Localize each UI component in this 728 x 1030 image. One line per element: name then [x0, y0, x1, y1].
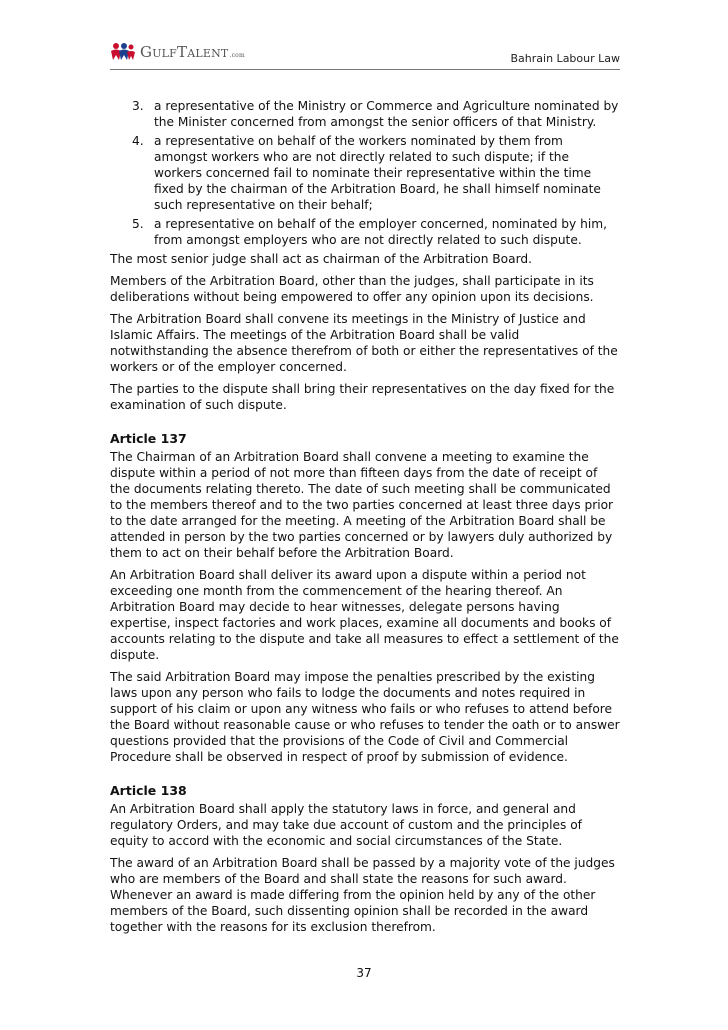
article-137-heading: Article 137	[110, 431, 187, 446]
article-138-heading: Article 138	[110, 783, 187, 798]
paragraph: An Arbitration Board shall apply the statutory laws in force, and general and regulatory Orders, and may take due account of custom and the principles of equity to accord with the economic and social circumstances of the State.	[110, 802, 582, 848]
list-item	[110, 133, 620, 213]
list-item	[110, 98, 620, 130]
paragraph: The Chairman of an Arbitration Board shall convene a meeting to examine the dispute within a period of not more than fifteen days from the date of receipt of the documents relating thereto. The date of such meeting shall be communicated to the members thereof and to the two parties concerned at least three days prior to the date arranged for the meeting. A meeting of the Arbitration Board shall be attended in person by the two parties concerned or by lawyers duly authorized by them to act on their behalf before the Arbitration Board.	[110, 450, 614, 560]
list-item-text: a representative on behalf of the employer concerned, nominated by him, from amongst employers who are not directly related to such dispute.	[154, 217, 607, 247]
list-item-number: 5.	[132, 217, 144, 231]
paragraph: The said Arbitration Board may impose the penalties prescribed by the existing laws upon any person who fails to lodge the documents and notes required in support of his claim or upon any witness who fails or who refuses to attend before the Board without reasonable cause or who refuses to tender the oath or to answer questions provided that the provisions of the Code of Civil and Commercial Procedure shall be observed in respect of proof by submission of evidence.	[110, 670, 620, 764]
people-logo-icon	[110, 42, 136, 62]
page-content	[110, 98, 620, 941]
page-header	[110, 40, 620, 70]
document-title: Bahrain Labour Law	[510, 52, 620, 65]
paragraph: The Arbitration Board shall convene its meetings in the Ministry of Justice and Islamic Affairs. The meetings of the Arbitration Board shall be valid notwithstanding the absence therefrom of both or either the representatives of the workers or of the employer concerned.	[110, 312, 618, 374]
logo-wordmark: GULFTALENT.com	[140, 43, 245, 61]
list-item	[110, 216, 620, 248]
paragraph: The award of an Arbitration Board shall be passed by a majority vote of the judges who are members of the Board and shall state the reasons for such award. Whenever an award is made differing from the opinion held by any of the other members of the Board, such dissenting opinion shall be recorded in the award together with the reasons for its exclusion therefrom.	[110, 856, 615, 934]
list-item-text: a representative on behalf of the workers nominated by them from amongst workers who are not directly related to such dispute; if the workers concerned fail to nominate their representative within the time fixed by the chairman of the Arbitration Board, he shall himself nominate such representative on their behalf;	[154, 134, 601, 212]
numbered-list	[110, 98, 620, 248]
paragraph: The parties to the dispute shall bring their representatives on the day fixed for the examination of such dispute.	[110, 382, 615, 412]
gulftalent-logo	[110, 40, 245, 64]
list-item-number: 3.	[132, 99, 144, 113]
list-item-number: 4.	[132, 134, 144, 148]
header-divider	[110, 69, 620, 70]
paragraph: An Arbitration Board shall deliver its award upon a dispute within a period not exceeding one month from the commencement of the hearing thereof. An Arbitration Board may decide to hear witnesses, delegate persons having expertise, inspect factories and work places, examine all documents and books of accounts relating to the dispute and take all measures to effect a settlement of the dispute.	[110, 568, 619, 662]
paragraph: The most senior judge shall act as chairman of the Arbitration Board.	[110, 252, 532, 266]
list-item-text: a representative of the Ministry or Commerce and Agriculture nominated by the Minister concerned from amongst the senior officers of that Ministry.	[154, 99, 619, 129]
page-number: 37	[356, 966, 372, 980]
paragraph: Members of the Arbitration Board, other than the judges, shall participate in its deliberations without being empowered to offer any opinion upon its decisions.	[110, 274, 594, 304]
